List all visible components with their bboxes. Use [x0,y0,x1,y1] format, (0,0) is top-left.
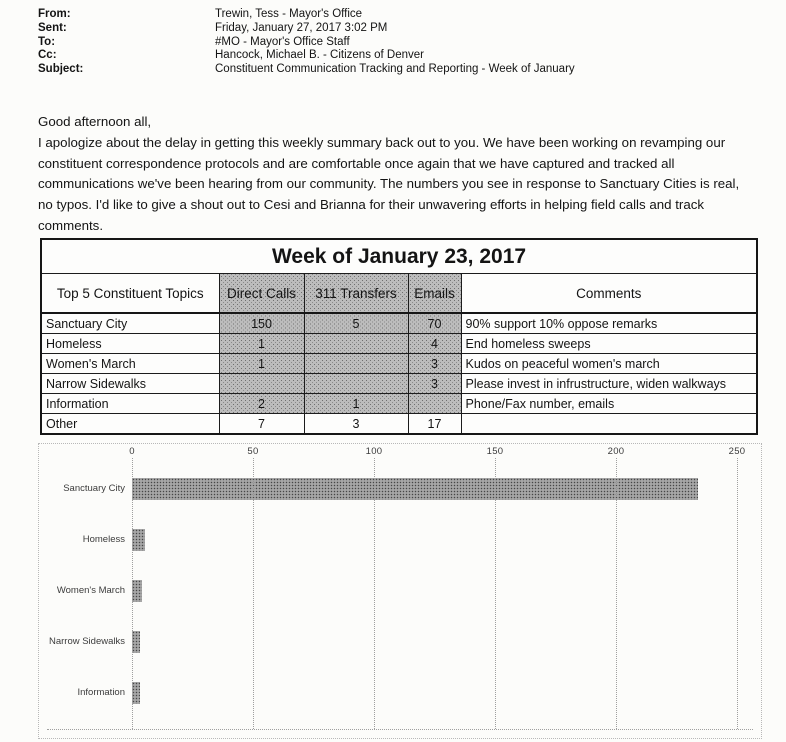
bar-track [132,478,761,500]
bar-track [132,631,761,653]
table-title: Week of January 23, 2017 [41,239,757,274]
x-tick-label: 100 [365,446,383,457]
chart-bottom-axis-line [47,729,753,730]
col-header-direct-calls: Direct Calls [219,274,304,314]
cell-direct-calls: 1 [219,354,304,374]
body-line: comments. [38,217,104,233]
bar-rows [39,463,761,718]
table-row [41,394,757,414]
body-line: communications we've been hearing from our community. The numbers you see in response to Sanctuary Cities is real, [38,176,740,192]
gridline [253,458,254,729]
cell-comments: Phone/Fax number, emails [461,394,757,414]
gridline [374,458,375,729]
x-tick-label: 200 [607,446,625,457]
cell-direct-calls: 1 [219,334,304,354]
cell-comments [461,414,757,435]
cell-comments: End homeless sweeps [461,334,757,354]
header-value-to: #MO - Mayor's Office Staff [215,35,350,48]
category-label: Homeless [82,534,125,545]
col-header-topics: Top 5 Constituent Topics [41,274,219,314]
bar-row-information [39,667,761,718]
cell-311-transfers [304,374,408,394]
bar-narrow-sidewalks [132,631,140,653]
bar-womens-march [132,580,142,602]
cell-emails: 3 [408,354,461,374]
bar-sanctuary-city [132,478,698,500]
cell-direct-calls: 150 [219,313,304,334]
header-label-subject: Subject: [38,63,84,76]
header-label-to: To: [38,35,56,48]
cell-311-transfers: 5 [304,313,408,334]
header-row-from [38,8,758,22]
gridline [495,458,496,729]
cell-emails: 4 [408,334,461,354]
cell-topic: Information [41,394,219,414]
header-value-subject: Constituent Communication Tracking and Reporting - Week of January [215,63,575,76]
category-label: Sanctuary City [63,483,125,494]
topics-bar-chart [38,443,762,739]
table-row [41,354,757,374]
cell-emails: 70 [408,313,461,334]
col-header-emails: Emails [408,274,461,314]
header-row-subject [38,63,758,77]
header-label-from: From: [38,8,71,20]
header-row-sent [38,22,758,36]
header-label-cc: Cc: [38,49,57,62]
category-label: Narrow Sidewalks [48,636,125,647]
header-value-from: Trewin, Tess - Mayor's Office [215,8,363,20]
header-row-cc [38,49,758,63]
body-line: I apologize about the delay in getting this weekly summary back out to you. We have been working on revamping our [38,134,726,150]
cell-emails [408,394,461,414]
bar-track [132,580,761,602]
cell-emails: 3 [408,374,461,394]
body-line: no typos. I'd like to give a shout out to Cesi and Brianna for their unwavering efforts in helping field calls and track [38,197,705,213]
cell-topic: Sanctuary City [41,313,219,334]
bar-row-narrow-sidewalks [39,616,761,667]
cell-311-transfers [304,354,408,374]
header-value-cc: Hancock, Michael B. - Citizens of Denver [215,49,424,62]
cell-emails: 17 [408,414,461,435]
table-header-row [41,274,757,314]
bar-information [132,682,140,704]
cell-comments: 90% support 10% oppose remarks [461,313,757,334]
bar-track [132,682,761,704]
cell-comments: Please invest in infrustructure, widen walkways [461,374,757,394]
cell-comments: Kudos on peaceful women's march [461,354,757,374]
cell-311-transfers [304,334,408,354]
bar-row-womens-march [39,565,761,616]
category-label: Information [77,687,125,698]
bar-row-homeless [39,514,761,565]
x-tick-label: 250 [728,446,746,457]
table-row [41,414,757,435]
x-tick-label: 150 [486,446,504,457]
header-value-sent: Friday, January 27, 2017 3:02 PM [215,21,388,34]
table-row [41,313,757,334]
table-row [41,374,757,394]
x-tick-label: 50 [247,446,259,457]
header-row-to [38,36,758,50]
cell-topic: Narrow Sidewalks [41,374,219,394]
cell-topic: Homeless [41,334,219,354]
greeting-line: Good afternoon all, [38,114,152,129]
email-header-block [38,8,758,77]
constituent-topics-table [40,238,758,435]
cell-topic: Women's March [41,354,219,374]
col-header-311-transfers: 311 Transfers [304,274,408,314]
gridline [616,458,617,729]
bar-track [132,529,761,551]
cell-direct-calls: 2 [219,394,304,414]
table-row [41,334,757,354]
cell-311-transfers: 1 [304,394,408,414]
cell-direct-calls [219,374,304,394]
bar-homeless [132,529,145,551]
cell-311-transfers: 3 [304,414,408,435]
body-line: constituent correspondence protocols and are comfortable once again that we have captured and tracked all [38,155,675,171]
cell-direct-calls: 7 [219,414,304,435]
category-label: Women's March [56,585,125,596]
gridline [132,458,133,729]
table-title-row [41,239,757,274]
gridline [737,458,738,729]
x-tick-label: 0 [129,446,135,457]
header-label-sent: Sent: [38,21,67,34]
bar-row-sanctuary-city [39,463,761,514]
cell-topic: Other [41,414,219,435]
col-header-comments: Comments [461,274,757,314]
email-body [38,112,762,237]
